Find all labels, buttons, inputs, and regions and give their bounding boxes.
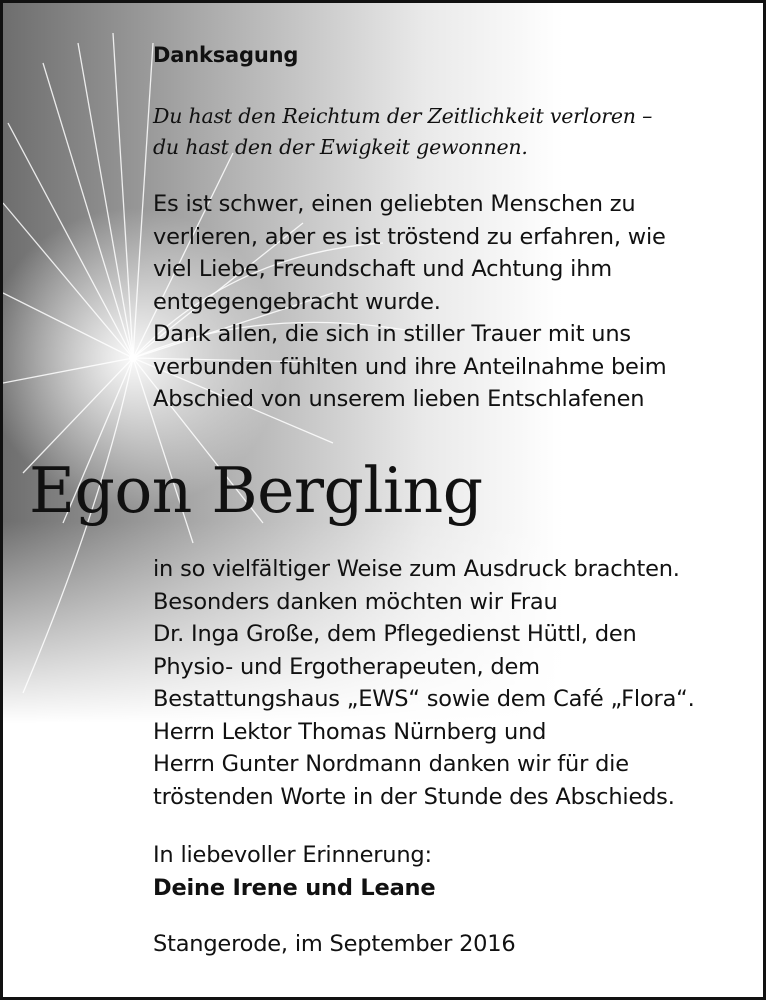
text-line: Dr. Inga Große, dem Pflegedienst Hüttl, den [153, 621, 637, 647]
place-date: Stangerode, im September 2016 [153, 931, 516, 957]
text-line: in so vielfältiger Weise zum Ausdruck brachten. [153, 556, 680, 582]
text-line: viel Liebe, Freundschaft und Achtung ihm [153, 256, 613, 282]
text-line: verlieren, aber es ist tröstend zu erfahren, wie [153, 223, 666, 250]
text-line: Bestattungshaus „EWS“ sowie dem Café „Flora“. [153, 686, 695, 712]
closing-block [153, 839, 435, 904]
motto [153, 101, 652, 163]
text-line: Es ist schwer, einen geliebten Menschen zu [153, 191, 636, 217]
text-line: Herrn Gunter Nordmann danken wir für die [153, 751, 629, 777]
signature: Deine Irene und Leane [153, 874, 436, 901]
text-line: Abschied von unserem lieben Entschlafenen [153, 386, 645, 412]
gratitude-paragraph-1 [153, 188, 666, 416]
text-line: verbunden fühlten und ihre Anteilnahme beim [153, 353, 667, 380]
deceased-name: Egon Bergling [29, 454, 483, 527]
motto-line: Du hast den Reichtum der Zeitlichkeit verloren – [153, 104, 653, 128]
closing-line: In liebevoller Erinnerung: [153, 842, 432, 868]
text-line: Herrn Lektor Thomas Nürnberg und [153, 718, 547, 745]
motto-line: du hast den der Ewigkeit gewonnen. [153, 135, 528, 159]
gratitude-paragraph-2 [153, 553, 695, 813]
text-line: Besonders danken möchten wir Frau [153, 588, 558, 615]
text-line: entgegengebracht wurde. [153, 288, 441, 315]
text-line: Physio- und Ergotherapeuten, dem [153, 653, 540, 680]
heading [153, 39, 298, 72]
text-line: tröstenden Worte in der Stunde des Abschieds. [153, 783, 675, 810]
text-line: Dank allen, die sich in stiller Trauer mit uns [153, 321, 631, 347]
heading-text: Danksagung [153, 43, 299, 67]
